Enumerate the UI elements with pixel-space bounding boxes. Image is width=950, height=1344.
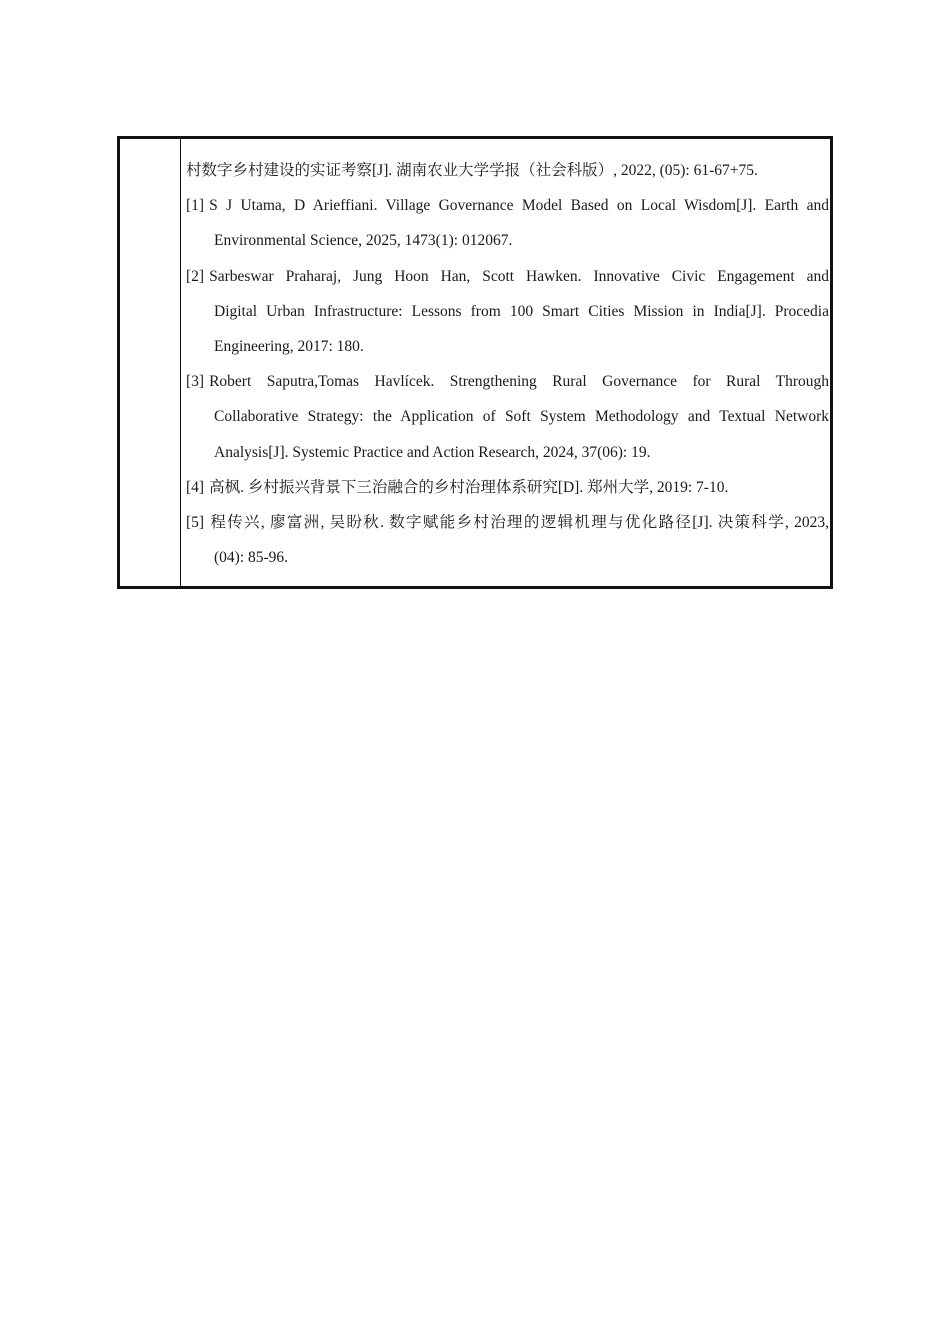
references-table (117, 136, 833, 589)
reference-3-line-3: Analysis[J]. Systemic Practice and Action Research, 2024, 37(06): 19. (214, 443, 651, 461)
reference-5-line-2: (04): 85-96. (214, 549, 289, 567)
reference-1-number: [1] (186, 197, 205, 215)
reference-2-line-1 (186, 259, 829, 294)
reference-4-text-1: 高枫. 乡村振兴背景下三治融合的乡村治理体系研究[D]. 郑州大学, 2019: 7-10. (209, 478, 729, 496)
reference-continuation-line: 村数字乡村建设的实证考察[J]. 湖南农业大学学报（社会科版）, 2022, (05): 61-67+75. (186, 162, 758, 179)
reference-5-text-1: 程传兴, 廖富洲, 吴盼秋. 数字赋能乡村治理的逻辑机理与优化路径[J]. 决策科学, 2023, (209, 513, 829, 531)
reference-2-number: [2] (186, 267, 205, 285)
reference-1-text-1: S J Utama, D Arieffiani. Village Governance Model Based on Local Wisdom[J]. Earth and (209, 197, 829, 215)
reference-3-line-2: Collaborative Strategy: the Application of Soft System Methodology and Textual Network (214, 408, 829, 426)
reference-3-line-1 (186, 364, 829, 399)
reference-2-line-2: Digital Urban Infrastructure: Lessons from 100 Smart Cities Mission in India[J]. Procedia (214, 302, 829, 320)
table-left-column (120, 139, 181, 586)
reference-5-number: [5] (186, 513, 205, 531)
reference-4-line-1 (186, 470, 829, 505)
reference-5-line-1 (186, 505, 829, 540)
references-list (186, 153, 829, 575)
reference-3-text-1: Robert Saputra,Tomas Havlícek. Strengthening Rural Governance for Rural Through (209, 373, 829, 391)
reference-1-line-1 (186, 188, 829, 223)
reference-2-text-1: Sarbeswar Praharaj, Jung Hoon Han, Scott Hawken. Innovative Civic Engagement and (209, 267, 829, 285)
reference-1-line-2: Environmental Science, 2025, 1473(1): 012067. (214, 232, 513, 250)
reference-3-number: [3] (186, 373, 205, 391)
reference-2-line-3: Engineering, 2017: 180. (214, 337, 364, 355)
reference-4-number: [4] (186, 478, 205, 496)
